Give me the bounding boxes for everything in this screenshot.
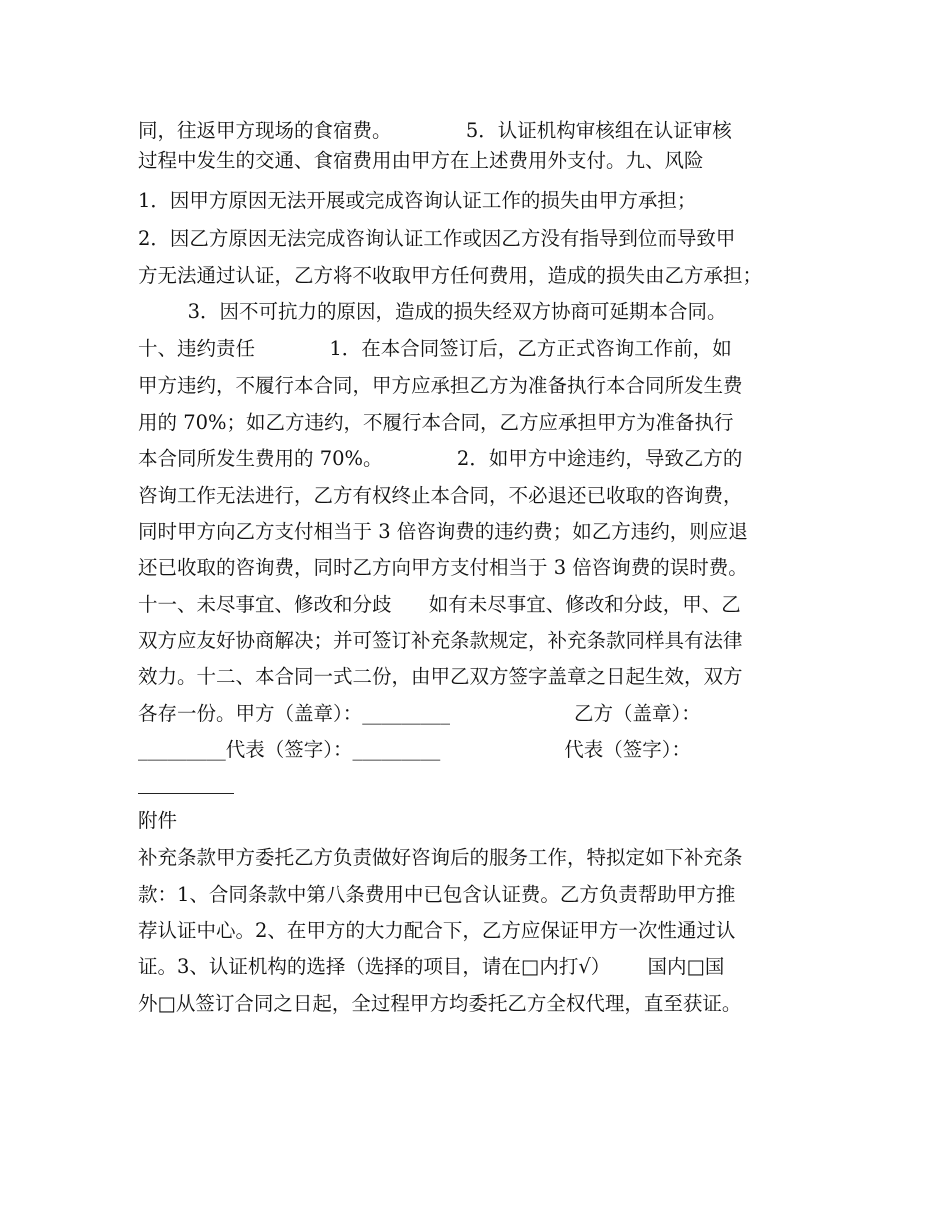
body-line: 十、违约责任 1．在本合同签订后，乙方正式咨询工作前，如 (138, 337, 732, 360)
body-line: 甲方违约，不履行本合同，甲方应承担乙方为准备执行本合同所发生费 (138, 374, 743, 397)
signature-line: 各存一份。甲方（盖章）：_________ 乙方（盖章）： (138, 702, 701, 725)
body-line: 同，往返甲方现场的食宿费。 5．认证机构审核组在认证审核 (138, 119, 732, 142)
body-line: 3．因不可抗力的原因，造成的损失经双方协商可延期本合同。 (138, 300, 727, 323)
appendix-line: 补充条款甲方委托乙方负责做好咨询后的服务工作，特拟定如下补充条 (138, 846, 743, 869)
body-line: 2．因乙方原因无法完成咨询认证工作或因乙方没有指导到位而导致甲 (138, 227, 736, 250)
body-line: 还已收取的咨询费，同时乙方向甲方支付相当于 3 倍咨询费的误时费。 (138, 556, 748, 579)
body-line: 方无法通过认证，乙方将不收取甲方任何费用，造成的损失由乙方承担； (138, 264, 763, 287)
appendix-title: 附件 (138, 809, 178, 832)
body-line: 同时甲方向乙方支付相当于 3 倍咨询费的违约费；如乙方违约，则应退 (138, 520, 748, 543)
appendix-line: 荐认证中心。2、在甲方的大力配合下，乙方应保证甲方一次性通过认 (138, 919, 736, 942)
body-line: 用的 70%；如乙方违约，不履行本合同，乙方应承担甲方为准备执行 (138, 411, 734, 434)
appendix-line: 证。3、认证机构的选择（选择的项目，请在□内打√） 国内□国 (138, 955, 725, 978)
body-line: 双方应友好协商解决；并可签订补充条款规定，补充条款同样具有法律 (138, 629, 743, 652)
body-line: 十一、未尽事宜、修改和分歧 如有未尽事宜、修改和分歧，甲、乙 (138, 593, 741, 616)
body-line: 咨询工作无法进行，乙方有权终止本合同，不必退还已收取的咨询费， (138, 484, 743, 507)
body-line: 效力。十二、本合同一式二份，由甲乙双方签字盖章之日起生效，双方 (138, 665, 743, 688)
body-line: 1．因甲方原因无法开展或完成咨询认证工作的损失由甲方承担； (138, 189, 697, 212)
body-line: 本合同所发生费用的 70%。 2．如甲方中途违约，导致乙方的 (138, 447, 743, 470)
appendix-line: 款：1、合同条款中第八条费用中已包含认证费。乙方负责帮助甲方推 (138, 883, 736, 906)
signature-blank-rule (138, 793, 234, 794)
body-line: 过程中发生的交通、食宿费用由甲方在上述费用外支付。九、风险 (138, 149, 704, 172)
appendix-line: 外□从签订合同之日起，全过程甲方均委托乙方全权代理，直至获证。 (138, 992, 742, 1015)
signature-line: _________代表（签字）：_________ 代表（签字）： (138, 738, 691, 761)
